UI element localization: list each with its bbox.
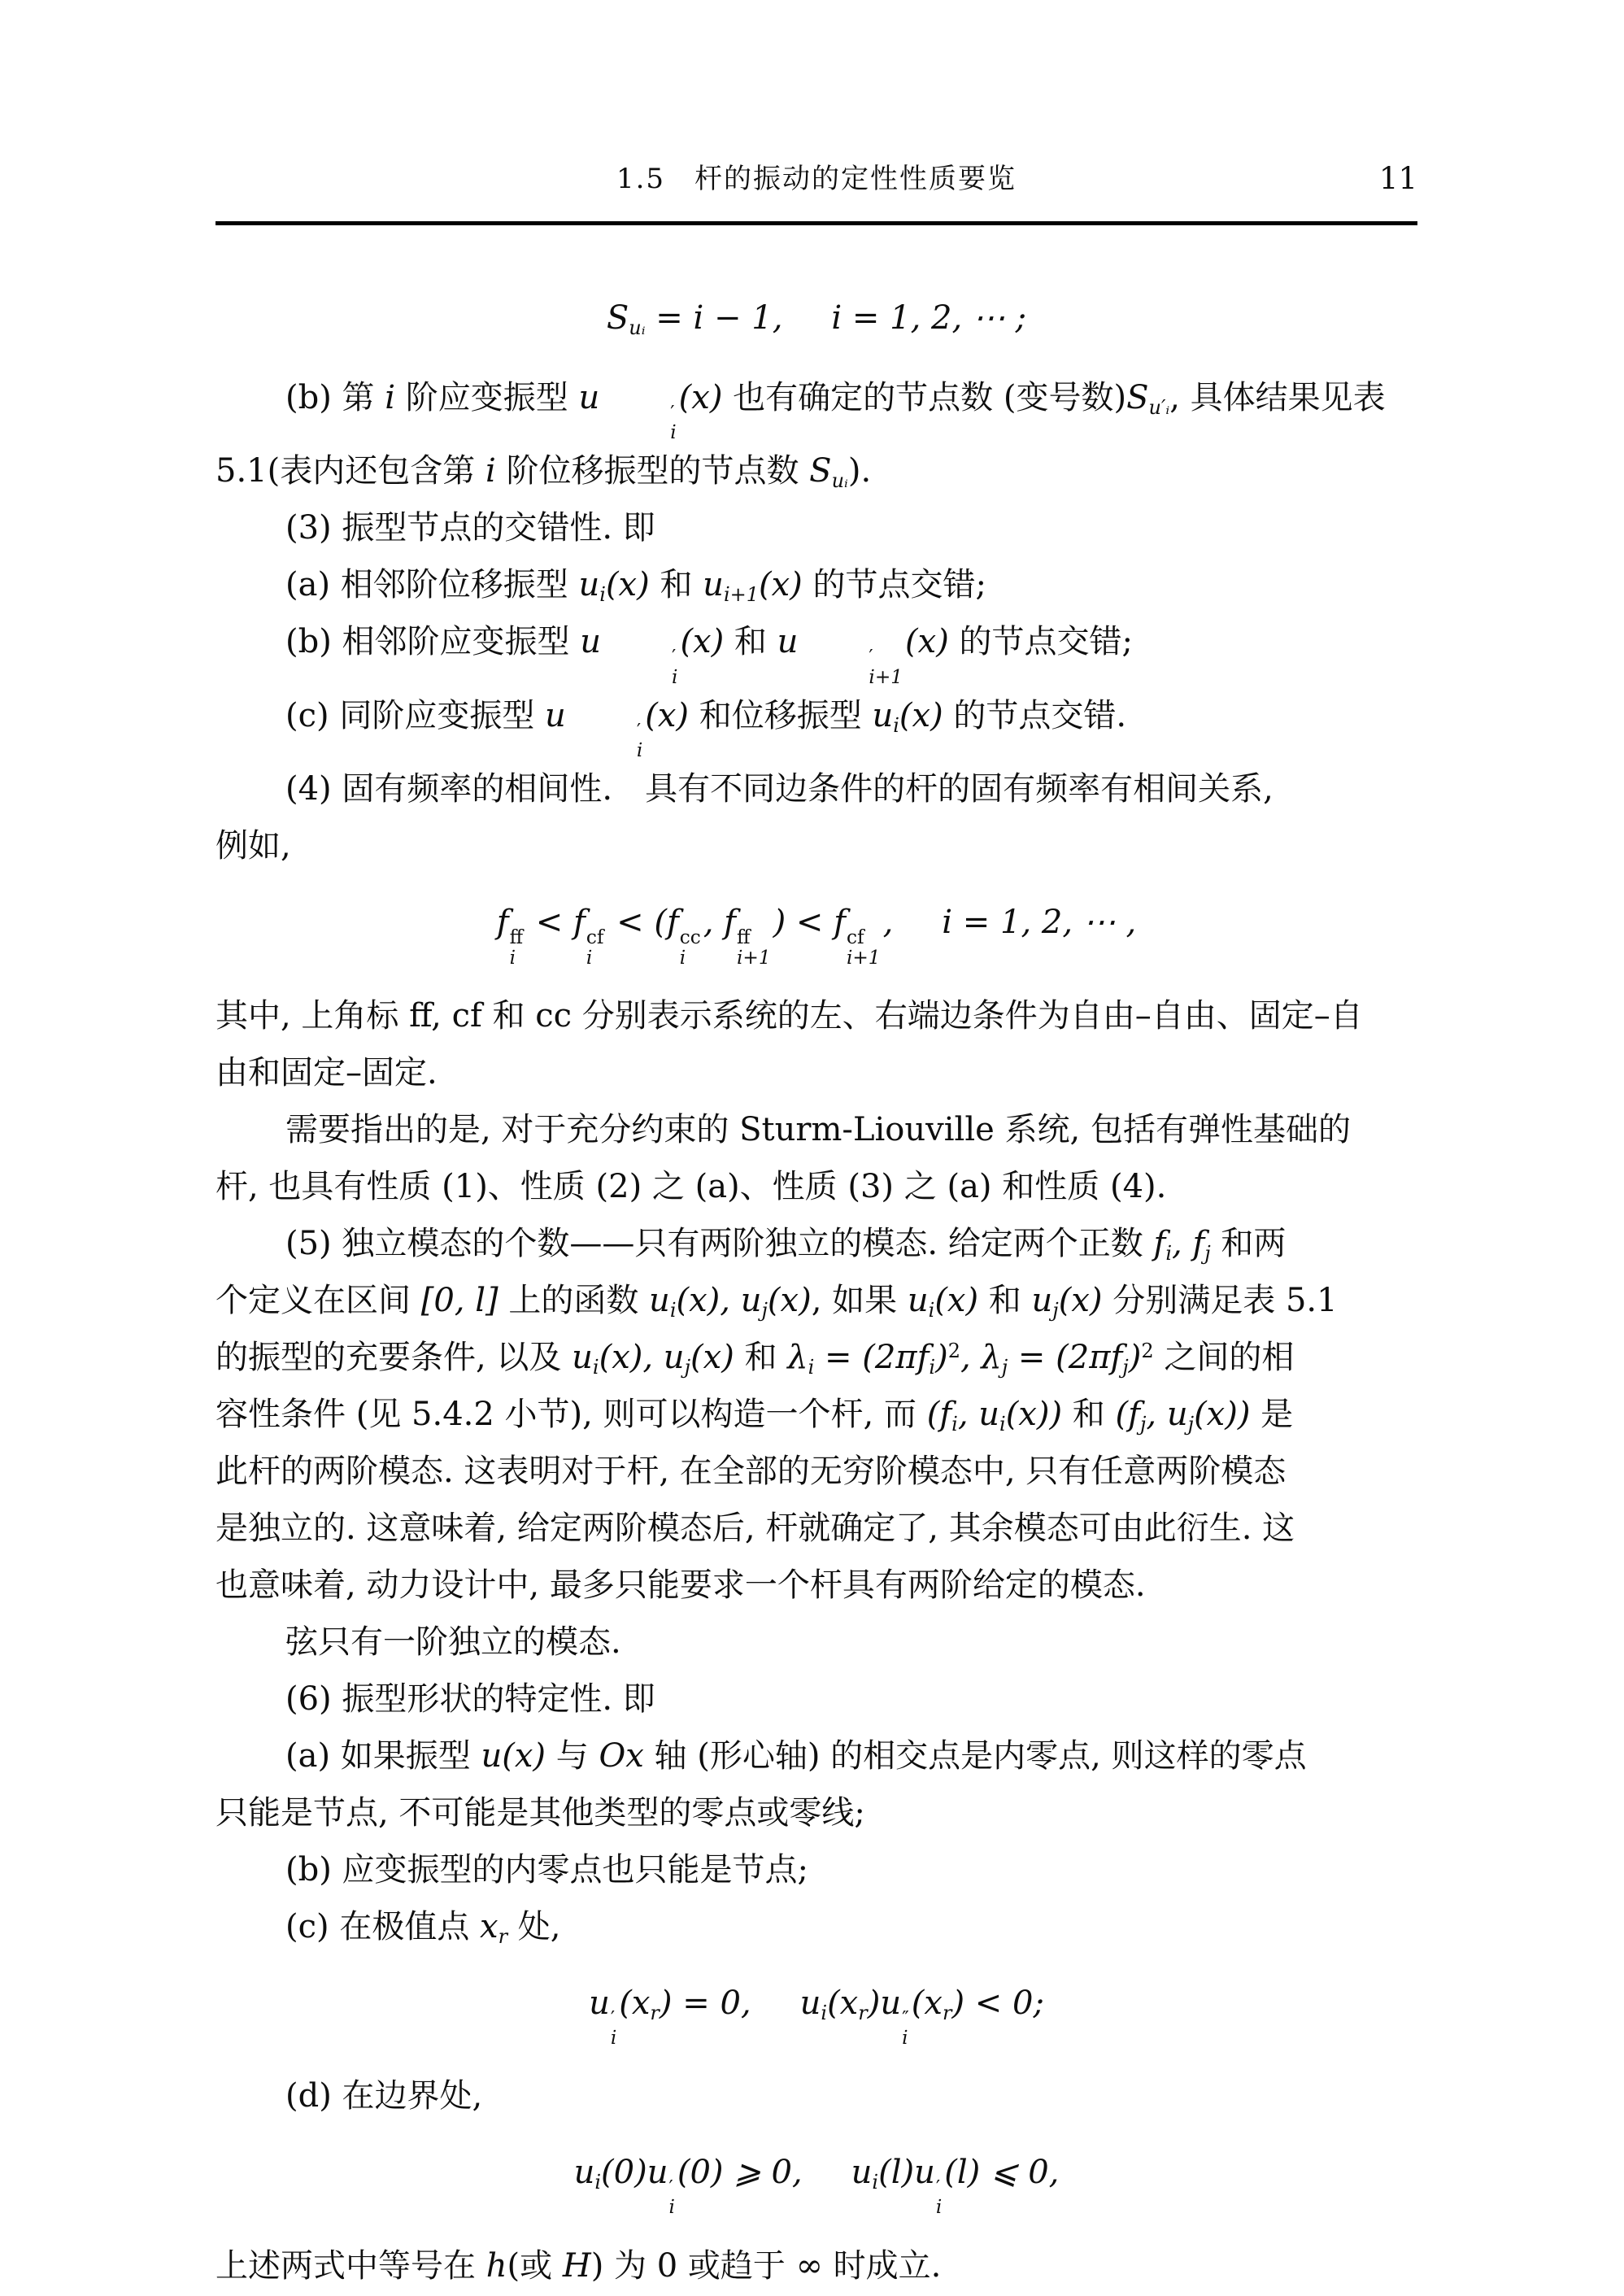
text-line: 只能是节点, 不可能是其他类型的零点或零线;	[216, 1793, 865, 1832]
formula-line: $S_{uᵢ} = i - 1$, i = 1, 2, ⋯ ;	[606, 299, 1027, 340]
text-line: (4) 固有频率的相间性. 具有不同边条件的杆的固有频率有相间关系,	[285, 770, 1274, 808]
running-head	[216, 159, 1417, 198]
formula-line: f ff i < f cf i < (f cc i , f ff i+1 ) < f cf i+1 , i = 1, 2, ⋯ ,	[496, 904, 1137, 969]
text-line: (b) 相邻阶应变振型 u ′ i (x) 和 u ′ i+1 (x) 的节点交错;	[285, 623, 1134, 688]
text-line: 5.1(表内还包含第 i 阶位移振型的节点数 $S_{uᵢ}$).	[216, 452, 872, 493]
text-line: 个定义在区间 [0, l] 上的函数 $u_i(x)$, $u_j(x)$, 如果 $u_i(x)$ 和 $u_j(x)$ 分别满足表 5.1	[216, 1281, 1338, 1322]
text-line: 的振型的充要条件, 以及 $u_i(x)$, $u_j(x)$ 和 $\lambda_i = (2\pi f_i)^2$, $\lambda_j = (2\pi f_j)^2$ 之间的相	[216, 1338, 1295, 1379]
text-line: 容性条件 (见 5.4.2 小节), 则可以构造一个杆, 而 ($f_i$, $u_i(x)$) 和 ($f_j$, $u_j(x)$) 是	[216, 1395, 1294, 1436]
text-line: (b) 第 i 阶应变振型 u ′ i (x) 也有确定的节点数 (变号数)$S_{u'ᵢ}$, 具体结果见表	[285, 379, 1386, 444]
text-line: 也意味着, 动力设计中, 最多只能要求一个杆具有两阶给定的模态.	[216, 1566, 1146, 1604]
text-line: (a) 如果振型 u(x) 与 Ox 轴 (形心轴) 的相交点是内零点, 则这样的零点	[285, 1736, 1307, 1775]
text-line: (5) 独立模态的个数——只有两阶独立的模态. 给定两个正数 $f_i$, $f_j$ 和两	[285, 1224, 1287, 1266]
text-line: (b) 应变振型的内零点也只能是节点;	[285, 1850, 809, 1889]
formula-line: $u_i(0)u$ ′ i (0) ⩾ 0, $u_i(l)u$ ′ i (l) ⩽ 0,	[573, 2154, 1060, 2219]
formula-line: u ′ i $(x_r) = 0$, $u_i(x_r)u$ ″ i $(x_r) < 0$;	[589, 1984, 1044, 2049]
text-line: 此杆的两阶模态. 这表明对于杆, 在全部的无穷阶模态中, 只有任意两阶模态	[216, 1452, 1287, 1490]
text-line: (d) 在边界处,	[285, 2077, 483, 2115]
text-line: 需要指出的是, 对于充分约束的 Sturm-Liouville 系统, 包括有弹性基础的	[285, 1110, 1351, 1148]
header-rule	[216, 221, 1417, 225]
section-header: 1.5 杆的振动的定性性质要览	[616, 163, 1017, 195]
text-line: (3) 振型节点的交错性. 即	[285, 509, 655, 547]
text-line: (c) 在极值点 $x_r$ 处,	[285, 1907, 561, 1949]
text-line: 其中, 上角标 ff, cf 和 cc 分别表示系统的左、右端边条件为自由–自由、固定–自	[216, 996, 1363, 1035]
text-line: (c) 同阶应变振型 u ′ i (x) 和位移振型 $u_i(x)$ 的节点交错.	[285, 696, 1127, 762]
text-line: 杆, 也具有性质 (1)、性质 (2) 之 (a)、性质 (3) 之 (a) 和性质 (4).	[216, 1167, 1167, 1205]
text-line: (a) 相邻阶位移振型 $u_i(x)$ 和 $u_{i+1}(x)$ 的节点交错;	[285, 566, 986, 607]
text-line: 由和固定–固定.	[216, 1053, 438, 1091]
text-line: (6) 振型形状的特定性. 即	[285, 1680, 655, 1718]
text-line: 是独立的. 这意味着, 给定两阶模态后, 杆就确定了, 其余模态可由此衍生. 这	[216, 1509, 1295, 1547]
page-number: 11	[1378, 161, 1417, 196]
text-line: 例如,	[216, 827, 291, 865]
text-line: 弦只有一阶独立的模态.	[285, 1623, 621, 1661]
content	[216, 268, 1417, 2294]
text-line: 上述两式中等号在 h(或 H) 为 0 或趋于 ∞ 时成立.	[216, 2246, 942, 2285]
